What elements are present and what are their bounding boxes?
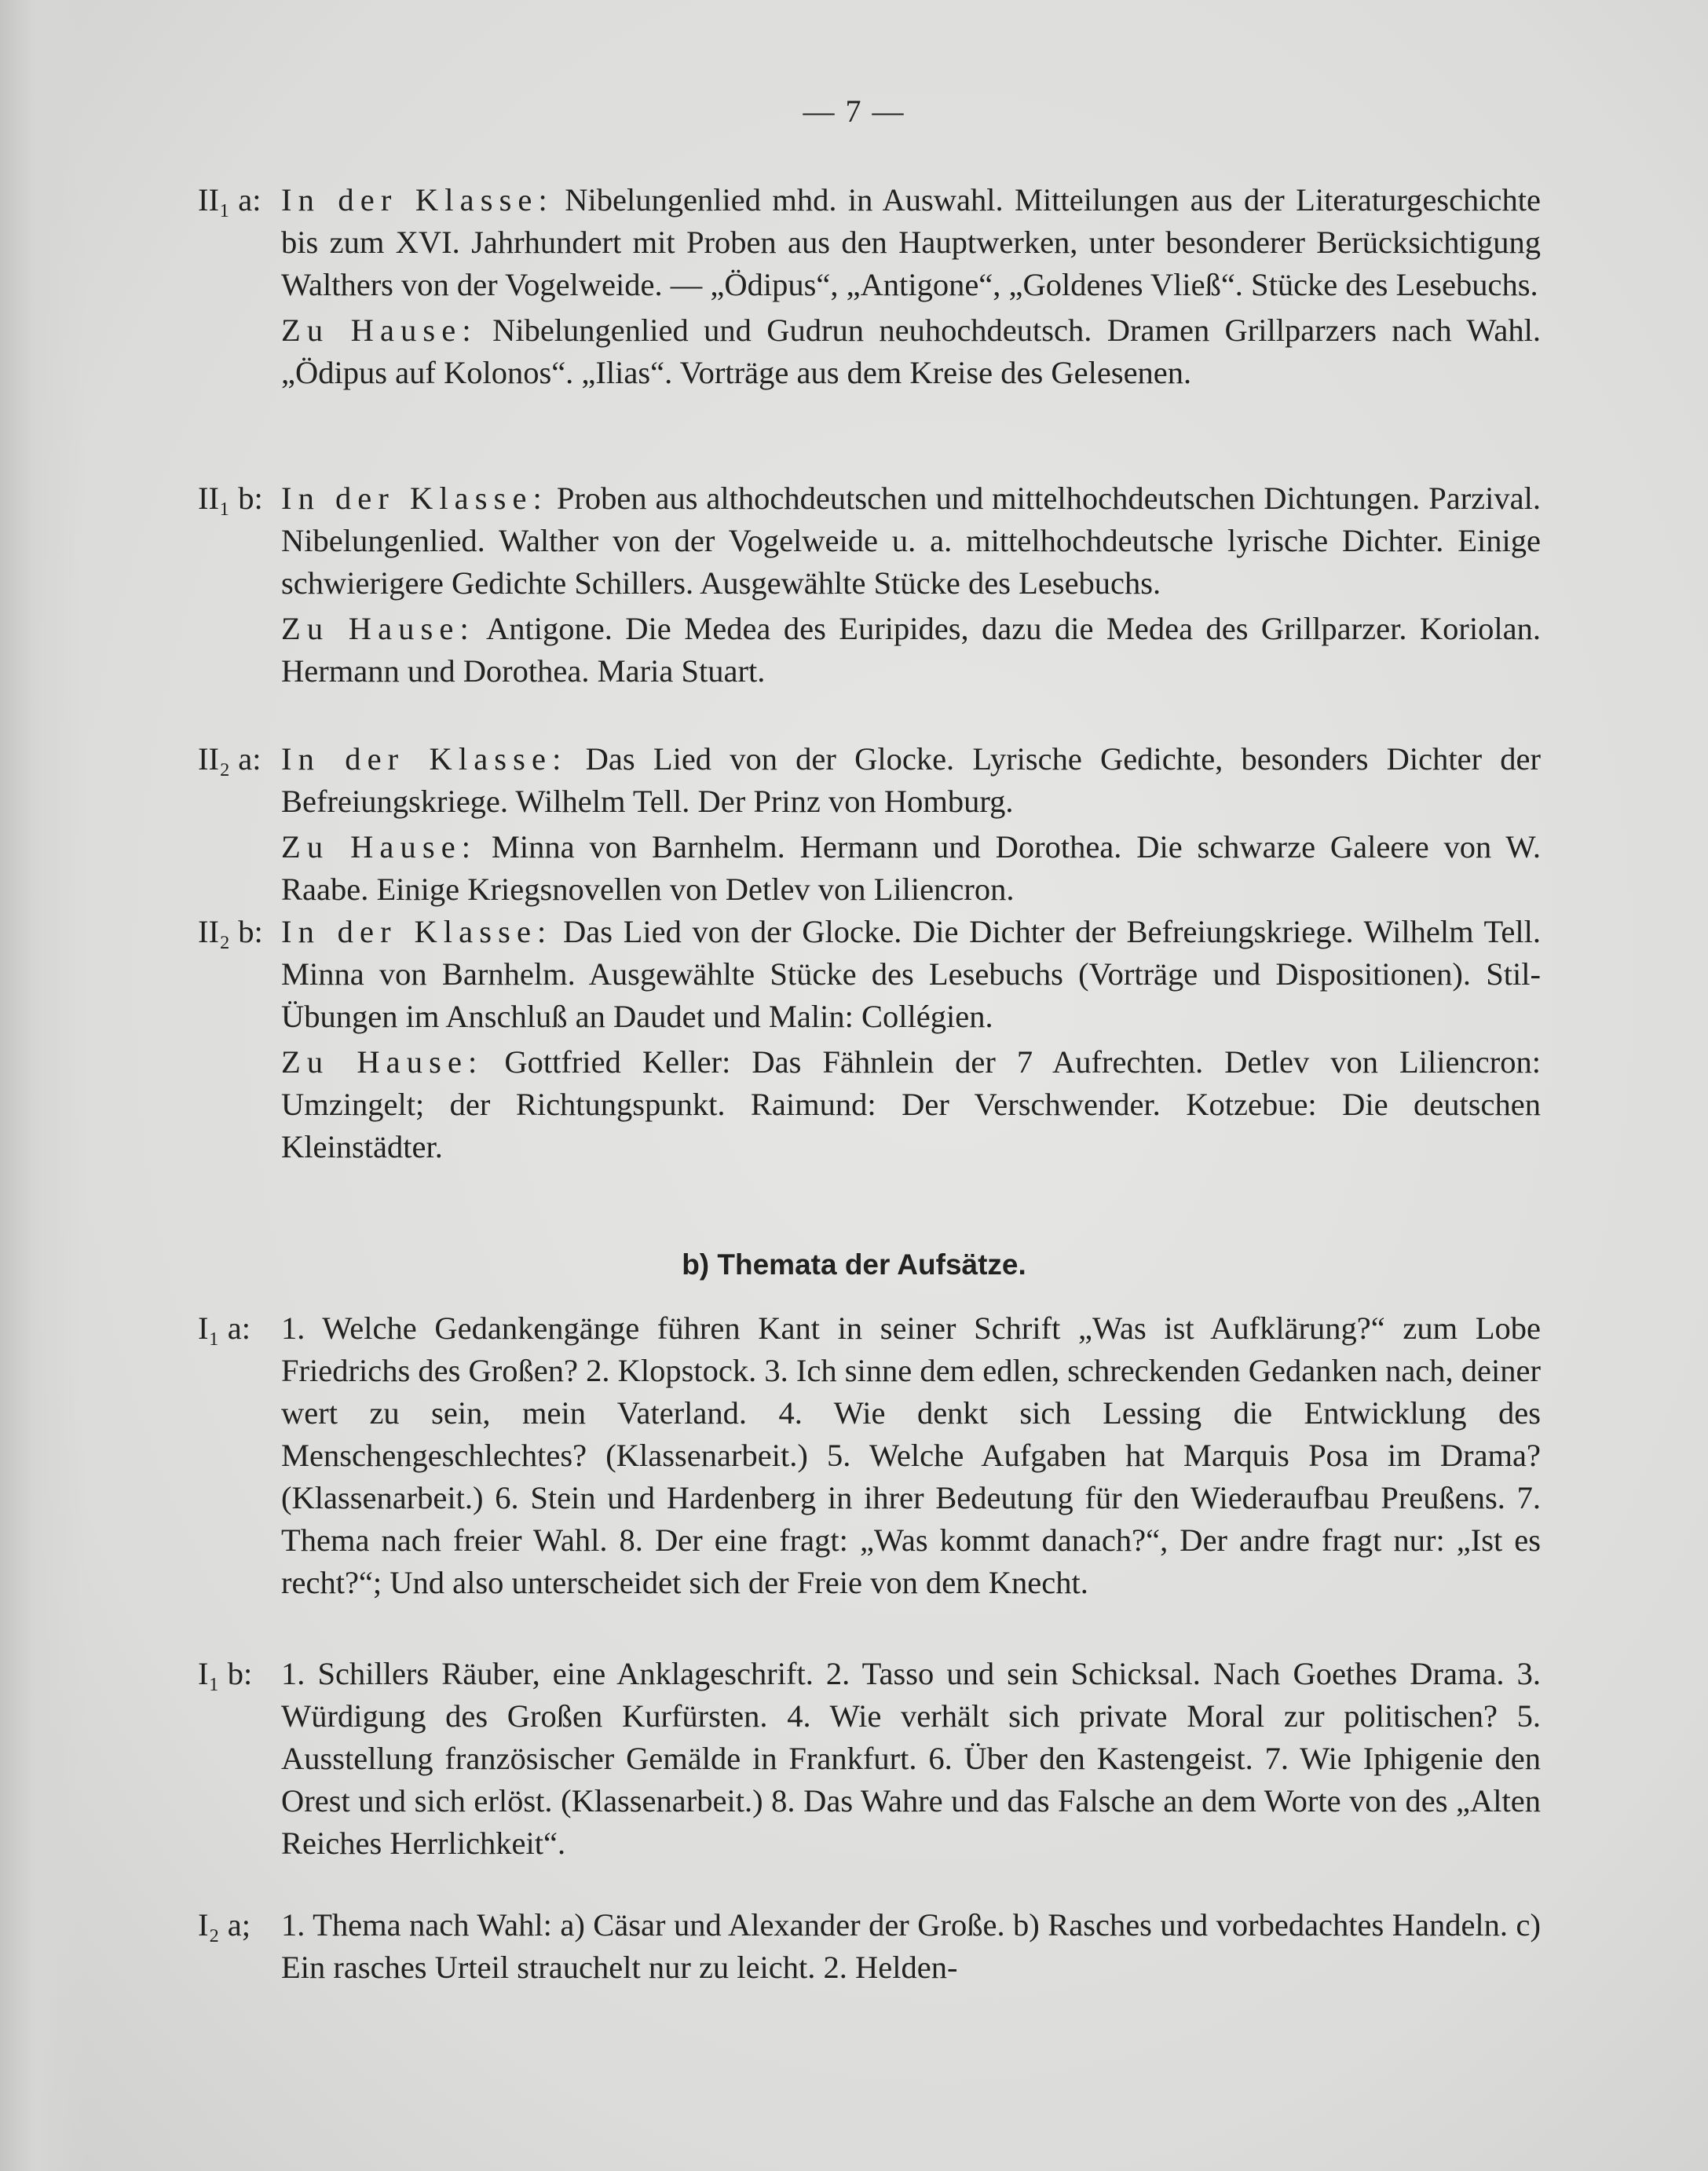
paragraph-zu-hause [281,826,1541,911]
paragraph-in-der-klasse [281,179,1541,306]
paragraph-text: Nibelungenlied und Gudrun neuhochdeutsch. Dramen Grillparzers nach Wahl. „Ödipus auf Kolonos“. „Ilias“. Vorträge aus dem Kreise des Gelesenen. [281,312,1541,390]
lead-in: Zu Hause: [281,1044,484,1080]
entry-label: I₂ a; [198,1907,251,1943]
lead-in: In der Klasse: [281,182,554,217]
entry-label: II₁ a: [198,182,262,217]
paragraph-zu-hause [281,608,1541,693]
paragraph-zu-hause [281,1041,1541,1168]
paragraph-text: Das Lied von der Glocke. Die Dichter der Befreiungskriege. Wilhelm Tell. Minna von Barnhelm. Ausgewählte Stücke des Lesebuchs (Vorträge und Dispositionen). Stil-Übungen im Anschluß an Daudet und Malin: Collégien. [281,914,1542,1034]
lead-in: Zu Hause: [281,611,475,646]
paragraph-text: Gottfried Keller: Das Fähnlein der 7 Aufrechten. Detlev von Liliencron: Umzingelt; der Richtungspunkt. Raimund: Der Verschwender. Kotzebue: Die deutschen Kleinstädter. [281,1044,1541,1164]
section-heading: b) Themata der Aufsätze. [682,1248,1026,1281]
entry-label: II₁ b: [198,481,263,516]
paragraph-text: 1. Schillers Räuber, eine Anklageschrift. 2. Tasso und sein Schicksal. Nach Goethes Drama. 3. Würdigung des Großen Kurfürsten. 4. Wie verhält sich private Moral zur politischen? 5. Ausstellung französischer Gemälde in Frankfurt. 6. Über den Kastengeist. 7. Wie Iphigenie den Orest und sich erlöst. (Klassenarbeit.) 8. Das Wahre und das Falsche an dem Worte von des „Alten Reiches Herrlichkeit“. [281,1656,1541,1861]
lead-in: In der Klasse: [281,914,553,949]
paragraph-in-der-klasse [281,477,1541,605]
entry-i1b [198,1653,1541,1865]
lead-in: Zu Hause: [281,312,477,348]
lead-in: In der Klasse: [281,741,568,777]
entry-i2a [198,1904,1541,1989]
paragraph-zu-hause [281,309,1541,394]
entry-label: I₁ a: [198,1310,251,1346]
page-edge-shadow [0,0,86,2171]
entry-ii1b [198,477,1541,693]
paragraph-text: Proben aus althochdeutschen und mittelhochdeutschen Dichtungen. Parzival. Nibelungenlied. Walther von der Vogelweide u. a. mittelhochdeutsche lyrische Dichter. Einige schwierigere Gedichte Schillers. Ausgewählte Stücke des Lesebuchs. [281,481,1542,601]
paragraph-text: 1. Thema nach Wahl: a) Cäsar und Alexander der Große. b) Rasches und vorbedachtes Handeln. c) Ein rasches Urteil strauchelt nur zu leicht. 2. Helden- [281,1907,1541,1985]
entry-ii2b [198,911,1541,1168]
entry-i1a [198,1307,1541,1604]
page-number: — 7 — [803,93,905,129]
paragraph-in-der-klasse [281,738,1541,823]
lead-in: Zu Hause: [281,829,477,864]
paragraph-text: Das Lied von der Glocke. Lyrische Gedichte, besonders Dichter der Befreiungskriege. Wilhelm Tell. Der Prinz von Homburg. [281,741,1541,819]
paragraph-text: 1. Welche Gedankengänge führen Kant in seiner Schrift „Was ist Aufklärung?“ zum Lobe Friedrichs des Großen? 2. Klopstock. 3. Ich sinne dem edlen, schreckenden Gedanken nach, deiner wert zu sein, mein Vaterland. 4. Wie denkt sich Lessing die Entwicklung des Menschengeschlechtes? (Klassenarbeit.) 5. Welche Aufgaben hat Marquis Posa im Drama? (Klassenarbeit.) 6. Stein und Hardenberg in ihrer Bedeutung für den Wiederaufbau Preußens. 7. Thema nach freier Wahl. 8. Der eine fragt: „Was kommt danach?“, Der andre fragt nur: „Ist es recht?“; Und also unterscheidet sich der Freie von dem Knecht. [281,1310,1541,1600]
paragraph-text: Antigone. Die Medea des Euripides, dazu die Medea des Grillparzer. Koriolan. Hermann und Dorothea. Maria Stuart. [281,611,1541,689]
entry-label: II₂ b: [198,914,263,949]
entry-label: II₂ a: [198,741,262,777]
lead-in: In der Klasse: [281,481,548,516]
entry-ii1a [198,179,1541,394]
paragraph-text: Nibelungenlied mhd. in Auswahl. Mitteilungen aus der Literaturgeschichte bis zum XVI. Jahrhundert mit Proben aus den Hauptwerken, unter besonderer Berücksichtigung Walthers von der Vogelweide. — „Ödipus“, „Antigone“, „Goldenes Vließ“. Stücke des Lesebuchs. [281,182,1541,302]
entry-label: I₁ b: [198,1656,253,1691]
paragraph-text: Minna von Barnhelm. Hermann und Dorothea. Die schwarze Galeere von W. Raabe. Einige Kriegsnovellen von Detlev von Liliencron. [281,829,1541,907]
entry-ii2a [198,738,1541,911]
paragraph-in-der-klasse [281,911,1541,1038]
